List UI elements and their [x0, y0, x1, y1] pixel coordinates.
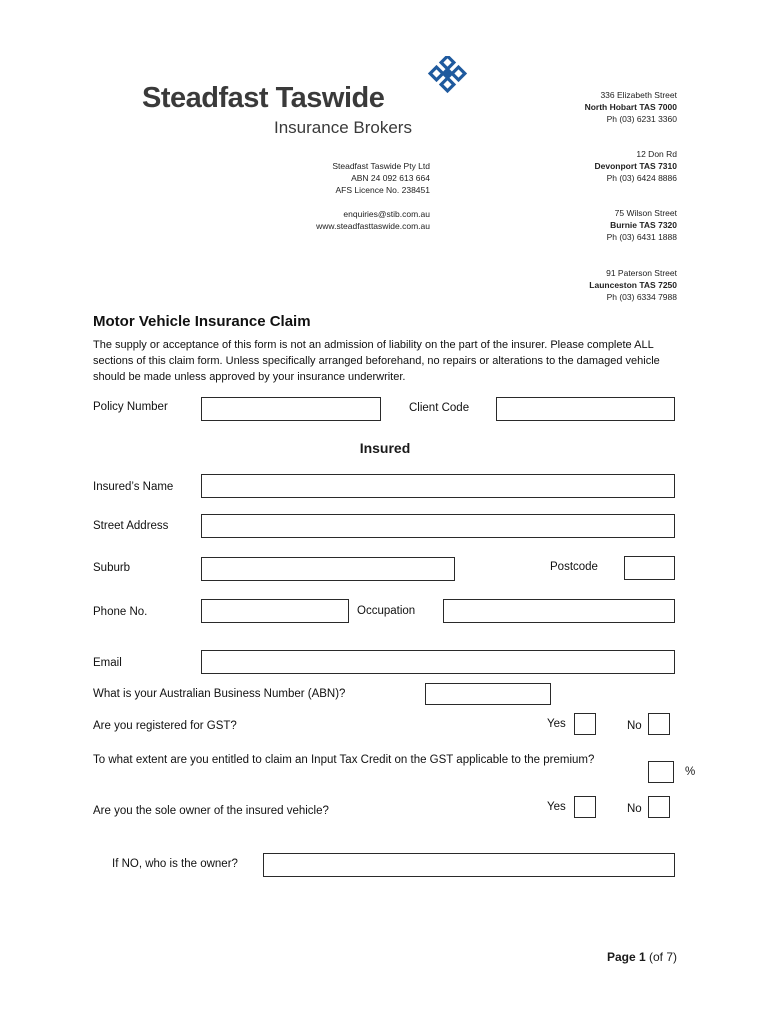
- gst-yes-checkbox[interactable]: [574, 713, 596, 735]
- gst-no-label: No: [627, 720, 642, 732]
- office-phone: Ph (03) 6231 3360: [606, 114, 677, 124]
- office-street: 12 Don Rd: [636, 149, 677, 159]
- client-code-label: Client Code: [409, 402, 470, 414]
- office-city: Devonport TAS 7310: [594, 161, 677, 171]
- company-name: Steadfast Taswide Pty Ltd: [332, 161, 430, 171]
- office-city: North Hobart TAS 7000: [584, 102, 677, 112]
- company-afs-licence: AFS Licence No. 238451: [335, 185, 430, 195]
- office-street: 75 Wilson Street: [614, 208, 677, 218]
- office-burnie: [477, 207, 677, 243]
- owner-yes-checkbox[interactable]: [574, 796, 596, 818]
- owner-name-input[interactable]: [263, 853, 675, 877]
- phone-input[interactable]: [201, 599, 349, 623]
- page-current: Page 1: [606, 950, 646, 964]
- office-street: 91 Paterson Street: [606, 268, 677, 278]
- client-code-input[interactable]: [496, 397, 675, 421]
- section-heading-insured: Insured: [359, 440, 411, 456]
- company-abn: ABN 24 092 613 664: [351, 173, 430, 183]
- email-input[interactable]: [201, 650, 675, 674]
- form-title: Motor Vehicle Insurance Claim: [93, 313, 311, 330]
- suburb-input[interactable]: [201, 557, 455, 581]
- office-launceston: [477, 267, 677, 303]
- email-label: Email: [93, 657, 122, 669]
- policy-number-input[interactable]: [201, 397, 381, 421]
- postcode-label: Postcode: [550, 561, 598, 573]
- brand-name: Steadfast Taswide: [142, 82, 385, 114]
- itc-question: To what extent are you entitled to claim an Input Tax Credit on the GST applicable to the premium?: [93, 754, 595, 766]
- insured-name-label: Insured’s Name: [93, 481, 174, 493]
- abn-question: What is your Australian Business Number (ABN)?: [93, 688, 346, 700]
- steadfast-logo-icon: [426, 56, 470, 100]
- brand-subtitle: Insurance Brokers: [274, 118, 412, 137]
- office-phone: Ph (03) 6334 7988: [606, 292, 677, 302]
- office-phone: Ph (03) 6431 1888: [606, 232, 677, 242]
- form-intro: The supply or acceptance of this form is not an admission of liability on the part of the insurer. Please complete ALL sections of this claim form. Unless specifically arranged beforehand, no repairs or alterations to the damaged vehicle should be made unless approved by your insurance underwriter.: [93, 339, 660, 383]
- owner-question: If NO, who is the owner?: [112, 858, 238, 870]
- owner-no-label: No: [627, 803, 642, 815]
- page-number: [560, 950, 677, 964]
- street-address-label: Street Address: [93, 520, 169, 532]
- abn-input[interactable]: [425, 683, 551, 705]
- company-email[interactable]: enquiries@stib.com.au: [343, 209, 430, 219]
- office-city: Burnie TAS 7320: [610, 220, 677, 230]
- itc-percent-input[interactable]: [648, 761, 674, 783]
- company-details: [250, 160, 430, 196]
- company-contact: [250, 208, 430, 232]
- phone-label: Phone No.: [93, 606, 148, 618]
- suburb-label: Suburb: [93, 562, 131, 574]
- occupation-input[interactable]: [443, 599, 675, 623]
- office-city: Launceston TAS 7250: [589, 280, 677, 290]
- owner-yes-label: Yes: [547, 801, 566, 813]
- company-website[interactable]: www.steadfasttaswide.com.au: [316, 221, 430, 231]
- owner-no-checkbox[interactable]: [648, 796, 670, 818]
- office-devonport: [477, 148, 677, 184]
- street-address-input[interactable]: [201, 514, 675, 538]
- page-total: (of 7): [648, 950, 677, 964]
- sole-owner-question: Are you the sole owner of the insured vehicle?: [93, 805, 329, 817]
- office-north-hobart: [477, 89, 677, 125]
- gst-question: Are you registered for GST?: [93, 720, 237, 732]
- postcode-input[interactable]: [624, 556, 675, 580]
- policy-number-label: Policy Number: [93, 401, 168, 413]
- occupation-label: Occupation: [357, 605, 416, 617]
- percent-symbol: %: [685, 766, 696, 778]
- gst-no-checkbox[interactable]: [648, 713, 670, 735]
- office-street: 336 Elizabeth Street: [600, 90, 677, 100]
- gst-yes-label: Yes: [547, 718, 566, 730]
- insured-name-input[interactable]: [201, 474, 675, 498]
- office-phone: Ph (03) 6424 8886: [606, 173, 677, 183]
